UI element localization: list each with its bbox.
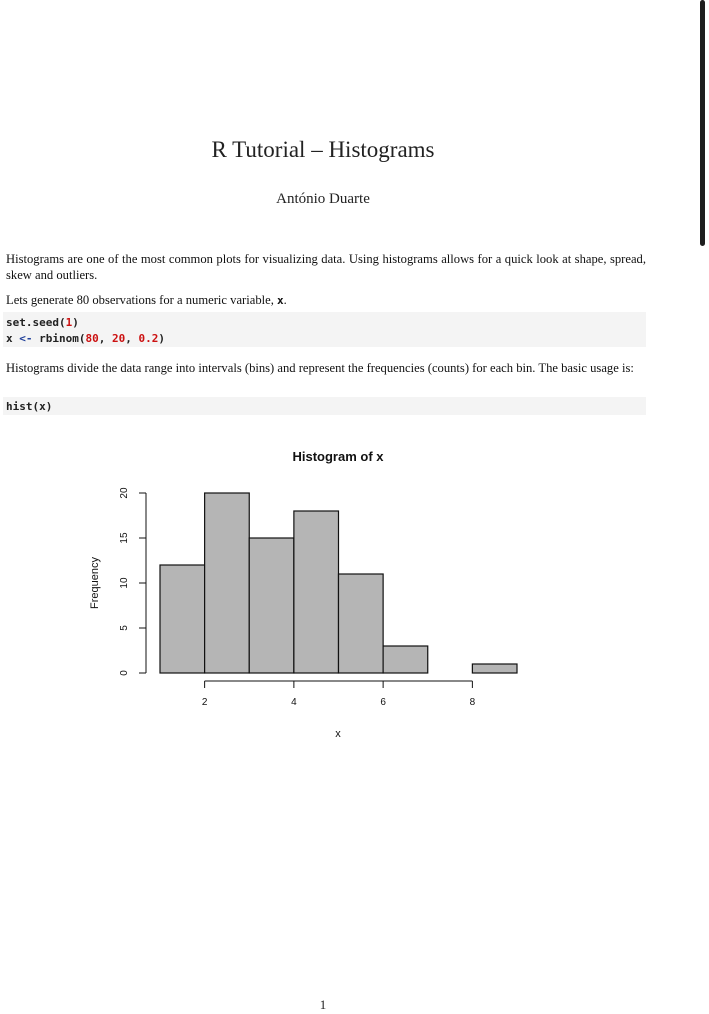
code-block-generate <box>3 312 646 347</box>
generate-paragraph-end: . <box>283 293 287 307</box>
code-token-number: 20 <box>111 332 126 345</box>
inline-code-x: x <box>277 294 284 307</box>
generate-paragraph-text: Lets generate 80 observations for a numeric variable, <box>6 293 278 307</box>
histogram-bars <box>160 493 517 673</box>
x-tick-label: 4 <box>291 697 297 708</box>
y-tick-label: 10 <box>119 577 130 589</box>
code-token-paren: ) <box>72 316 79 329</box>
code-token-number: 1 <box>65 316 73 329</box>
code-token-fn: set.seed( <box>6 316 66 329</box>
scrollbar-thumb[interactable] <box>700 0 705 246</box>
y-tick-label: 20 <box>119 487 130 499</box>
x-tick-label: 8 <box>469 697 476 708</box>
code-line-rbinom <box>6 331 165 346</box>
histogram-bar <box>205 493 250 673</box>
code-token-sep: , <box>125 332 139 345</box>
histogram-bar <box>160 565 205 673</box>
histogram-chart <box>0 435 646 755</box>
x-axis-label: x <box>335 728 341 740</box>
y-axis-label: Frequency <box>89 557 101 609</box>
generate-paragraph <box>6 292 646 309</box>
histogram-bar <box>383 646 428 673</box>
x-tick-label: 6 <box>380 697 386 708</box>
intro-paragraph: Histograms are one of the most common plots for visualizing data. Using histograms allows for a quick look at shape, spread, skew and outliers. <box>6 252 646 282</box>
y-tick-label: 5 <box>119 625 130 631</box>
document-title: R Tutorial – Histograms <box>211 137 435 162</box>
code-token-number: 80 <box>85 332 99 345</box>
y-tick-label: 15 <box>119 532 130 544</box>
y-tick-label: 0 <box>119 670 130 676</box>
histogram-bar <box>339 574 384 673</box>
page-number: 1 <box>319 997 327 1012</box>
histogram-bar <box>249 538 294 673</box>
y-axis <box>119 487 146 676</box>
code-block-hist <box>3 397 646 415</box>
code-token-fn: rbinom( <box>32 332 86 345</box>
code-token-number: 0.2 <box>138 332 159 345</box>
code-token-sep: , <box>98 332 112 345</box>
histogram-bar <box>472 664 517 673</box>
chart-title: Histogram of x <box>292 449 384 464</box>
code-token-paren: ) <box>158 332 165 345</box>
code-line-hist: hist(x) <box>6 400 53 413</box>
code-line-set-seed <box>6 315 79 330</box>
x-tick-label: 2 <box>201 697 208 708</box>
code-token-var: x <box>6 332 20 345</box>
bins-paragraph: Histograms divide the data range into intervals (bins) and represent the frequencies (counts) for each bin. The basic usage is: <box>6 361 634 375</box>
code-token-assign: <- <box>19 332 33 345</box>
histogram-bar <box>294 511 339 673</box>
document-author: António Duarte <box>276 191 370 207</box>
x-axis <box>202 681 476 708</box>
